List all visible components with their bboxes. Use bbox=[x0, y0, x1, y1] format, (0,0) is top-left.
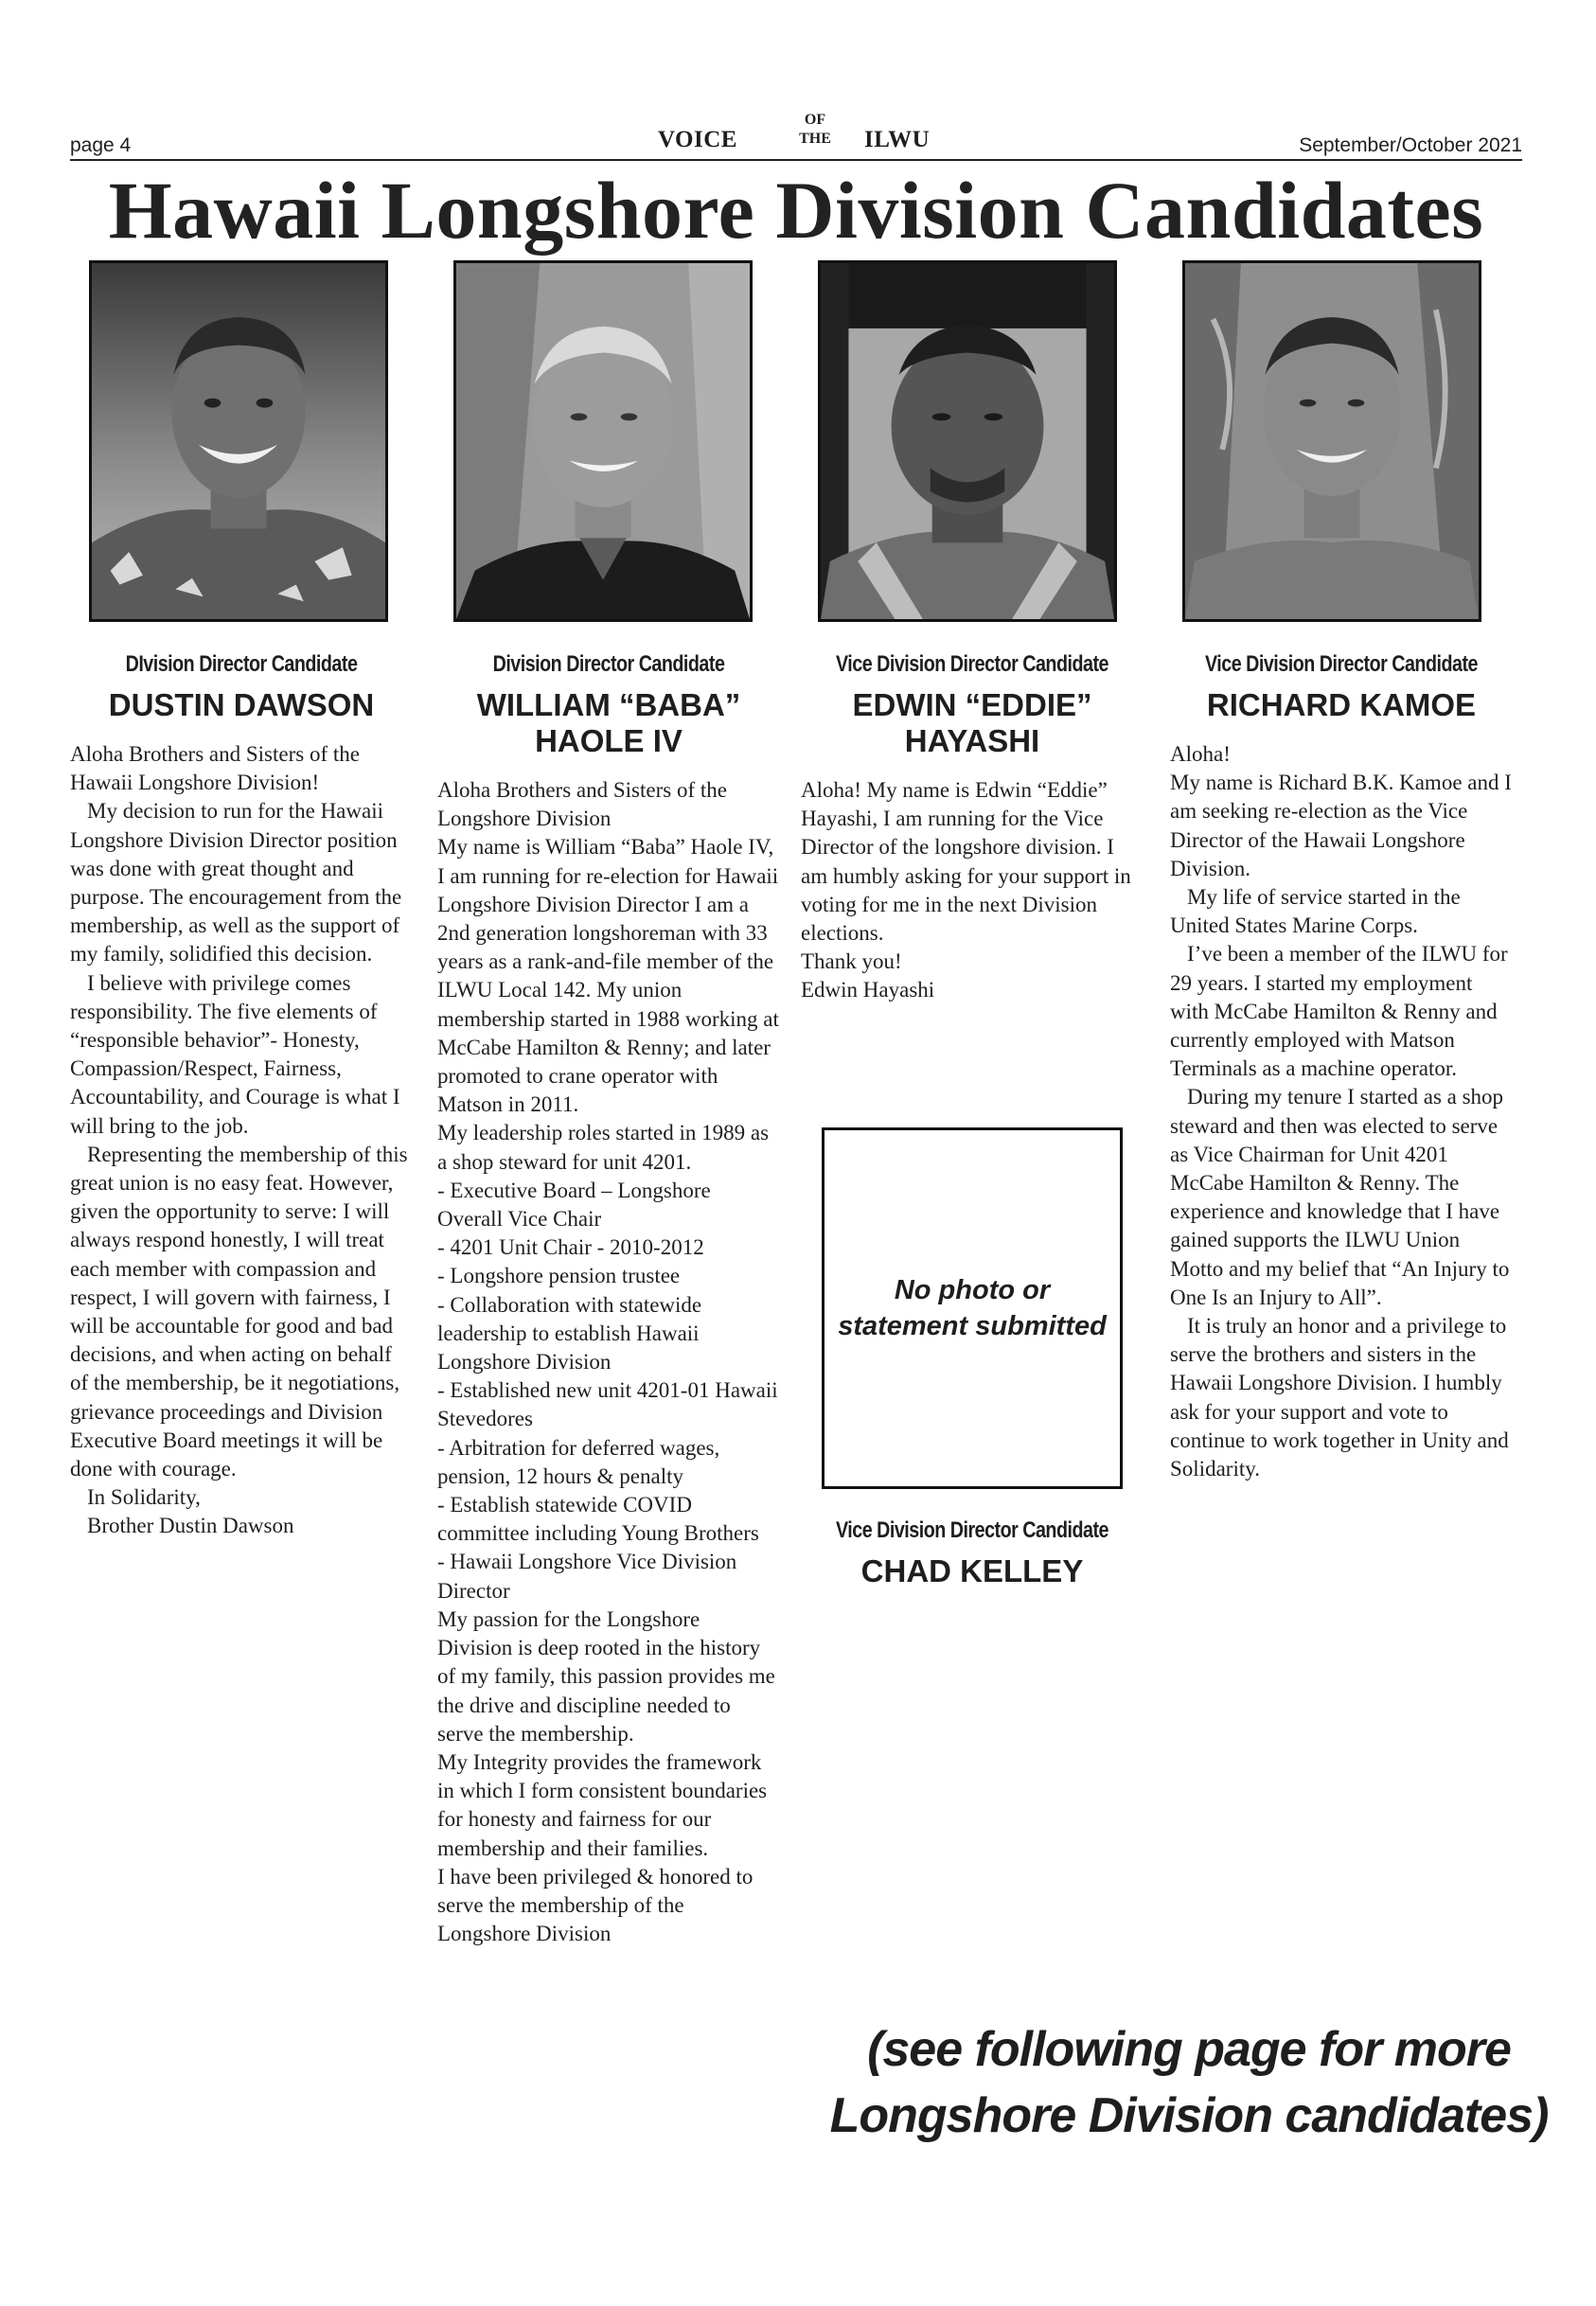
statement-paragraph: - Establish statewide COVID committee including Young Brothers bbox=[437, 1493, 759, 1546]
statement-paragraph: Thank you! bbox=[801, 949, 902, 974]
candidate-statement bbox=[70, 740, 413, 1541]
statement-paragraph: In Solidarity, bbox=[87, 1485, 201, 1510]
candidate-name: DUSTIN DAWSON bbox=[108, 687, 375, 722]
masthead-rule bbox=[70, 159, 1522, 161]
candidate-column-haole bbox=[437, 651, 780, 1948]
candidate-column-kelley bbox=[801, 1517, 1144, 1589]
candidate-role: DIvision Director Candidate bbox=[125, 651, 358, 677]
candidate-column-hayashi bbox=[801, 651, 1144, 1005]
statement-paragraph: Aloha! My name is Edwin “Eddie” Hayashi, I am running for the Vice Director of the longshore division. I am humbly asking for your support in voting for me in the next Division elections. bbox=[801, 778, 1131, 946]
candidate-name: EDWIN “EDDIE” HAYASHI bbox=[852, 687, 1092, 758]
statement-paragraph: My name is Richard B.K. Kamoe and I am seeking re-election as the Vice Director of the Hawaii Longshore Division. bbox=[1170, 771, 1512, 880]
statement-paragraph: - Established new unit 4201-01 Hawaii Stevedores bbox=[437, 1378, 778, 1431]
candidate-statement bbox=[801, 776, 1144, 1005]
statement-paragraph: It is truly an honor and a privilege to serve the brothers and sisters in the Hawaii Longshore Division. I humbly ask for your support and vote to continue to work together in Unity and Solidarity. bbox=[1170, 1314, 1509, 1481]
masthead bbox=[70, 112, 1522, 161]
statement-paragraph: Aloha! bbox=[1170, 742, 1231, 766]
candidate-statement bbox=[1170, 740, 1513, 1483]
candidate-role: Vice Division Director Candidate bbox=[1205, 651, 1478, 677]
page-headline: Hawaii Longshore Division Candidates bbox=[108, 165, 1484, 256]
statement-paragraph: - Arbitration for deferred wages, pension, 12 hours & penalty bbox=[437, 1435, 720, 1488]
publication-name-voice: VOICE bbox=[658, 127, 737, 152]
issue-date: September/October 2021 bbox=[1299, 134, 1522, 156]
statement-paragraph: - Collaboration with statewide leadership to establish Hawaii Longshore Division bbox=[437, 1292, 702, 1375]
candidate-name: CHAD KELLEY bbox=[860, 1553, 1084, 1588]
candidate-name: RICHARD KAMOE bbox=[1206, 687, 1477, 722]
candidate-statement bbox=[437, 776, 780, 1948]
candidate-photo-kamoe bbox=[1182, 260, 1481, 622]
candidate-column-kamoe bbox=[1170, 651, 1513, 1483]
statement-paragraph: - Longshore pension trustee bbox=[437, 1264, 681, 1288]
candidate-photo-haole bbox=[453, 260, 753, 622]
statement-paragraph: - 4201 Unit Chair - 2010-2012 bbox=[437, 1235, 704, 1260]
continued-note: (see following page for more Longshore Division candidates) bbox=[829, 2022, 1549, 2143]
statement-paragraph: Brother Dustin Dawson bbox=[87, 1514, 294, 1538]
no-photo-placeholder bbox=[822, 1127, 1123, 1489]
statement-paragraph: My name is William “Baba” Haole IV, I am running for re-election for Hawaii Longshore Division Director I am a 2nd generation longshoreman with 33 years as a rank-and-file member of the ILWU Local 142. My union membership started in 1988 working at McCabe Hamilton & Renny; and later promoted to crane operator with Matson in 2011. bbox=[437, 835, 779, 1117]
candidate-role: Vice Division Director Candidate bbox=[836, 1517, 1108, 1543]
candidate-column-dawson bbox=[70, 651, 413, 1541]
statement-paragraph: My life of service started in the United States Marine Corps. bbox=[1170, 885, 1461, 938]
publication-name-the: THE bbox=[799, 131, 831, 147]
candidate-photo-hayashi bbox=[818, 260, 1117, 622]
statement-paragraph: My leadership roles started in 1989 as a shop steward for unit 4201. bbox=[437, 1121, 770, 1174]
page-number: page 4 bbox=[70, 134, 132, 156]
statement-paragraph: Aloha Brothers and Sisters of the Longshore Division bbox=[437, 778, 727, 831]
statement-paragraph: My decision to run for the Hawaii Longshore Division Director position was done with great thought and purpose. The encouragement from the membership, as well as the support of my family, solidified this decision. bbox=[70, 799, 402, 967]
publication-name-ilwu: ILWU bbox=[864, 127, 931, 152]
candidate-name: WILLIAM “BABA” HAOLE IV bbox=[476, 687, 741, 758]
statement-paragraph: During my tenure I started as a shop steward and then was elected to serve as Vice Chairman for Unit 4201 McCabe Hamilton & Renny. The experience and knowledge that I have gained supports the ILWU Union Motto and my belief that “An Injury to One Is an Injury to All”. bbox=[1170, 1085, 1510, 1309]
candidate-photo-dawson bbox=[89, 260, 388, 622]
statement-paragraph: Edwin Hayashi bbox=[801, 978, 935, 1002]
statement-paragraph: Aloha Brothers and Sisters of the Hawaii Longshore Division! bbox=[70, 742, 360, 795]
statement-paragraph: I have been privileged & honored to serve the membership of the Longshore Division bbox=[437, 1864, 754, 1946]
statement-paragraph: I’ve been a member of the ILWU for 29 years. I started my employment with McCabe Hamilton & Renny and currently employed with Matson Terminals as a machine operator. bbox=[1170, 942, 1508, 1081]
statement-paragraph: Representing the membership of this great union is no easy feat. However, given the opportunity to serve: I will always respond honestly, I will treat each member with compassion and respect, I will govern with fairness, I will be accountable for good and bad decisions, and when acting on behalf of the membership, be it negotiations, grievance proceedings and Division Executive Board meetings it will be done with courage. bbox=[70, 1142, 408, 1481]
statement-paragraph: My Integrity provides the framework in which I form consistent boundaries for honesty and fairness for our membership and their families. bbox=[437, 1749, 768, 1860]
statement-paragraph: I believe with privilege comes responsibility. The five elements of “responsible behavior”- Honesty, Compassion/Respect, Fairness, Accountability, and Courage is what I will bring to the job. bbox=[70, 970, 400, 1138]
statement-paragraph: My passion for the Longshore Division is deep rooted in the history of my family, this passion provides me the drive and discipline needed to serve the membership. bbox=[437, 1606, 775, 1746]
candidate-role: Vice Division Director Candidate bbox=[836, 651, 1108, 677]
no-photo-text: No photo or statement submitted bbox=[838, 1275, 1107, 1341]
statement-paragraph: - Hawaii Longshore Vice Division Director bbox=[437, 1550, 737, 1603]
publication-name-of: OF bbox=[804, 112, 826, 128]
statement-paragraph: - Executive Board – Longshore Overall Vice Chair bbox=[437, 1178, 711, 1232]
candidate-role: Division Director Candidate bbox=[492, 651, 725, 677]
